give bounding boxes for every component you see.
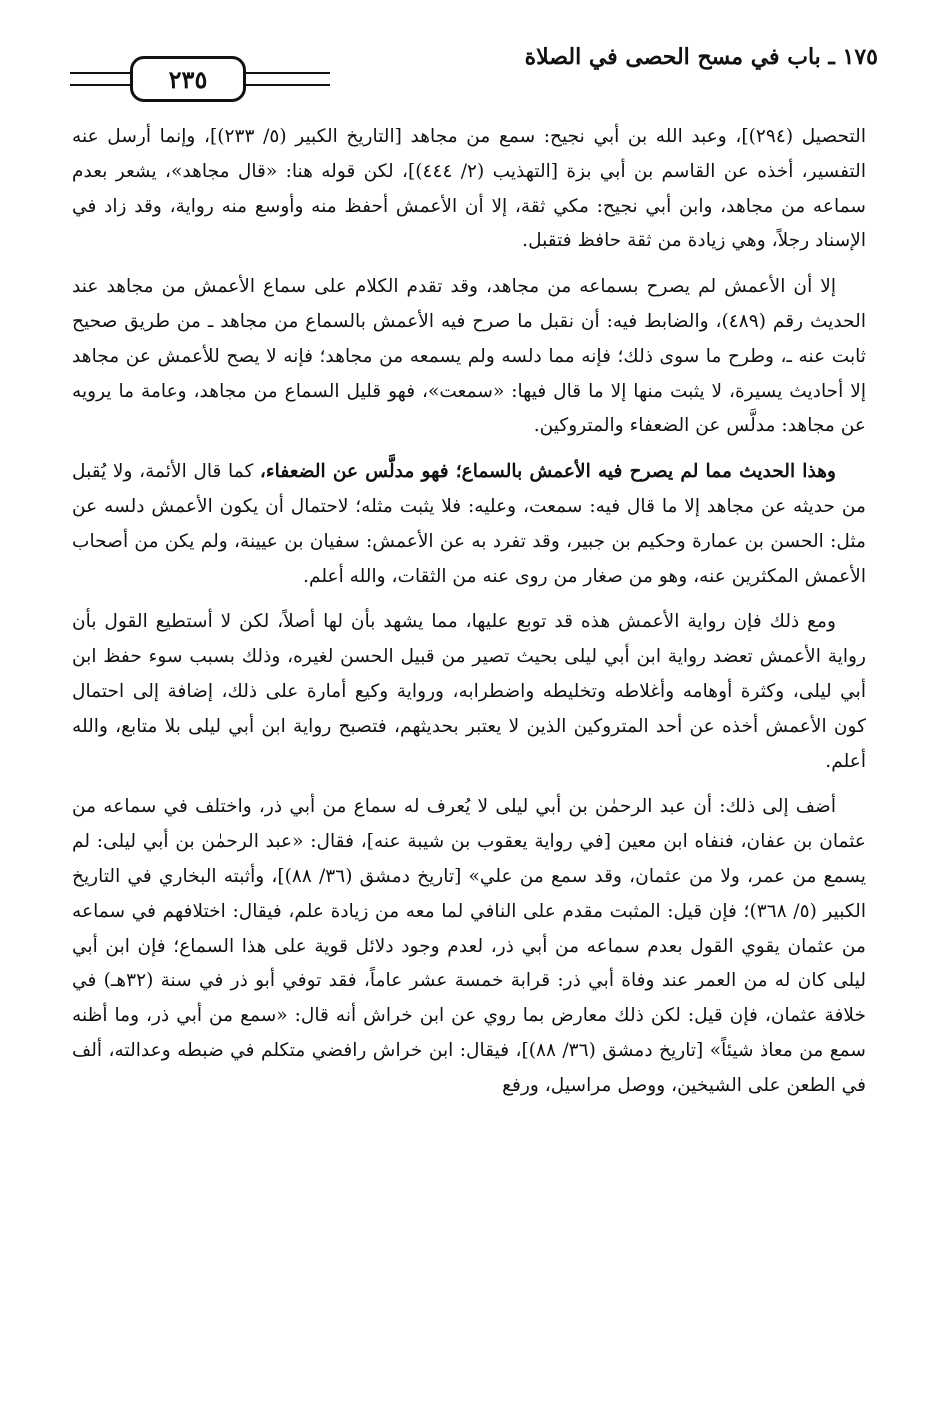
page-body [72, 120, 866, 1115]
page-number: ٢٣٥ [130, 56, 246, 102]
paragraph-2: إلا أن الأعمش لم يصرح بسماعه من مجاهد، وقد تقدم الكلام على سماع الأعمش من مجاهد عند الحديث رقم (٤٨٩)، والضابط فيه: أن نقبل ما صرح فيه الأعمش بالسماع من مجاهد ـ من طريق صحيح ثابت عنه ـ، وطرح ما سوى ذلك؛ فإنه مما دلسه ولم يسمعه من مجاهد؛ فإنه لا يصح للأعمش عن مجاهد إلا أحاديث يسيرة، لا يثبت منها إلا ما قال فيها: «سمعت»، فهو قليل السماع من مجاهد، وعامة ما يرويه عن مجاهد: مدلَّس عن الضعفاء والمتروكين. [72, 276, 866, 437]
running-title: ١٧٥ ـ باب في مسح الحصى في الصلاة [524, 44, 878, 70]
paragraph-3-bold-lead: وهذا الحديث مما لم يصرح فيه الأعمش بالسماع؛ فهو مدلَّس عن الضعفاء، [259, 461, 836, 483]
paragraph-5: أضف إلى ذلك: أن عبد الرحمٰن بن أبي ليلى لا يُعرف له سماع من أبي ذر، واختلف في سماعه من عثمان بن عفان، فنفاه ابن معين [في رواية يعقوب بن شيبة عنه]، فقال: «عبد الرحمٰن بن أبي ليلى: لم يسمع من عمر، ولا من عثمان، وقد سمع من علي» [تاريخ دمشق (٣٦/ ٨٨)]، وأثبته البخاري في التاريخ الكبير (٥/ ٣٦٨)؛ فإن قيل: المثبت مقدم على النافي لما معه من زيادة علم، فيقال: اختلافهم في سماعه من عثمان يقوي القول بعدم سماعه من أبي ذر، لعدم وجود دلائل قوية على هذا السماع؛ فإن ابن أبي ليلى كان له من العمر عند وفاة أبي ذر: قرابة خمسة عشر عاماً، فقد توفي أبو ذر في سنة (٣٢هـ) في خلافة عثمان، فإن قيل: لكن ذلك معارض بما روي عن ابن خراش أنه قال: «سمع من أبي ذر، وما أظنه سمع من معاذ شيئاً» [تاريخ دمشق (٣٦/ ٨٨)]، فيقال: ابن خراش رافضي متكلم في ضبطه وعدالته، ألف في الطعن على الشيخين، ووصل مراسيل، ورفع [72, 796, 867, 1096]
paragraph-3 [72, 455, 866, 594]
page-header [60, 36, 878, 106]
paragraph-4: ومع ذلك فإن رواية الأعمش هذه قد توبع عليها، مما يشهد بأن لها أصلاً، لكن لا أستطيع القول بأن رواية الأعمش تعضد رواية ابن أبي ليلى بحيث تصير من قبيل الحسن لغيره، وذلك بسبب سوء حفظ ابن أبي ليلى، وكثرة أوهامه وأغلاطه وتخليطه واضطرابه، ورواية وكيع أمارة على ذلك، إضافة إلى احتمال كون الأعمش أخذه عن أحد المتروكين الذين لا يعتبر بحديثهم، فتصبح رواية ابن أبي ليلى بلا متابع، والله أعلم. [72, 611, 866, 772]
paragraph-3-text: كما قال الأئمة، ولا يُقبل من حديثه عن مجاهد إلا ما قال فيه: سمعت، وعليه: فلا يثبت مثله؛ لاحتمال أن يكون الأعمش دلسه عن مثل: الحسن بن عمارة وحكيم بن جبير، وقد تفرد به عن الأعمش: سفيان بن عيينة، ولم يكن من أصحاب الأعمش المكثرين عنه، وهو من صغار من روى عنه من الثقات، والله أعلم. [72, 461, 866, 587]
paragraph-1: التحصيل (٢٩٤)]، وعبد الله بن أبي نجيح: سمع من مجاهد [التاريخ الكبير (٥/ ٢٣٣)]، وإنما أرسل عنه التفسير، أخذه عن القاسم بن أبي بزة [التهذيب (٢/ ٤٤٤)]، لكن قوله هنا: «قال مجاهد»، يشعر بعدم سماعه من مجاهد، وابن أبي نجيح: مكي ثقة، إلا أن الأعمش أحفظ منه وأوسع منه رواية، وقد زاد في الإسناد رجلاً، وهي زيادة من ثقة حافظ فتقبل. [72, 126, 866, 252]
page-number-ornament [70, 56, 330, 100]
